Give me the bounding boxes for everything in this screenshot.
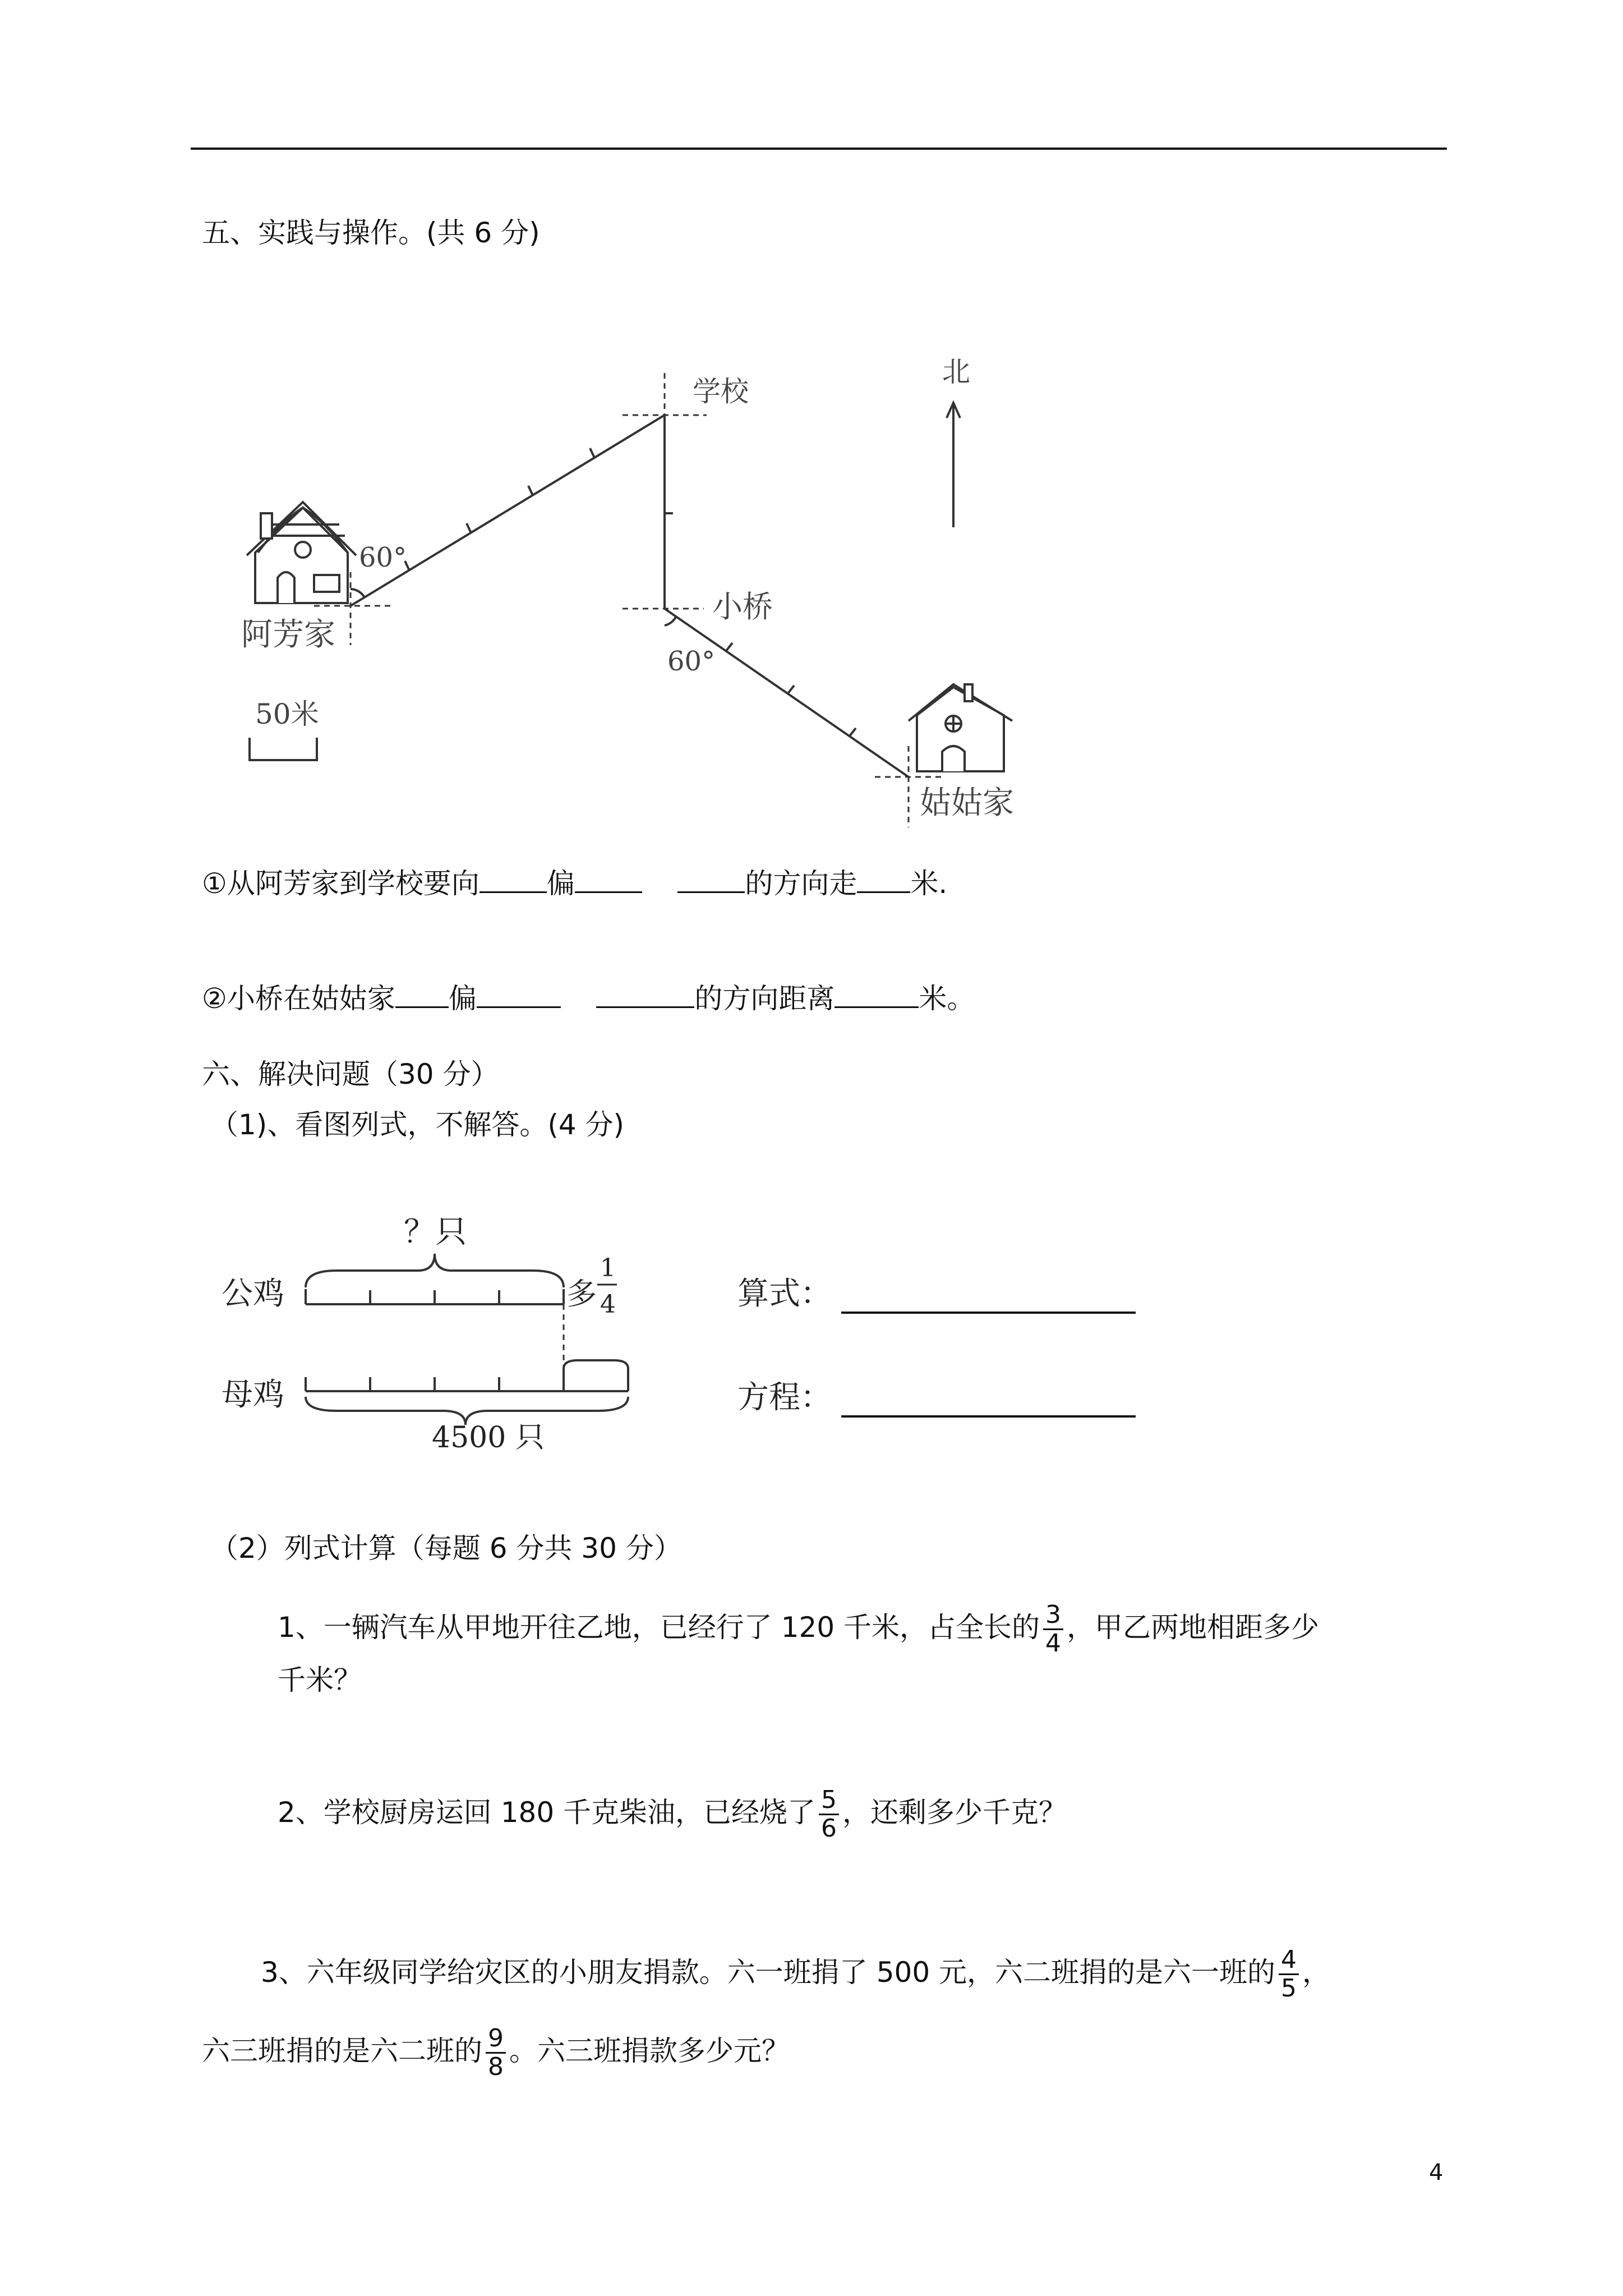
hen-label: 母鸡 — [222, 1377, 284, 1413]
page-number: 4 — [1429, 2160, 1444, 2185]
angle2-label: 60° — [667, 646, 716, 677]
total-label: 4500 只 — [432, 1421, 545, 1455]
bridge-label: 小桥 — [712, 589, 773, 624]
part1-title: （1)、看图列式，不解答。(4 分) — [210, 1108, 625, 1141]
afang-home-label: 阿芳家 — [241, 616, 335, 653]
formula-label: 算式： — [737, 1276, 832, 1312]
part2-title: （2）列式计算（每题 6 分共 30 分） — [210, 1532, 682, 1565]
fraction: $\frac{4}{5}$ — [1279, 1947, 1299, 2002]
fraction: $\frac{3}{4}$ — [1043, 1602, 1063, 1657]
angle1-label: 60° — [359, 542, 407, 573]
scale-label: 50米 — [255, 698, 319, 730]
problem-3: 3、六年级同学给灾区的小朋友捐款。六一班捐了 500 元，六二班捐的是六一班的 $\frac{4}{5}$ ， — [261, 1945, 1331, 2003]
section6-title: 六、解决问题（30 分） — [202, 1058, 499, 1091]
fraction: $\frac{5}{6}$ — [819, 1787, 839, 1842]
frac-den: 4 — [600, 1290, 616, 1319]
section5-title: 五、实践与操作。(共 6 分) — [202, 217, 540, 249]
section5-q2: ②小桥在姑姑家 偏 的方向距离 米。 — [202, 982, 975, 1015]
frac-num: 1 — [600, 1254, 616, 1282]
fraction: $\frac{9}{8}$ — [486, 2025, 506, 2081]
rooster-label: 公鸡 — [222, 1276, 284, 1312]
more-label: 多 — [566, 1276, 597, 1312]
problem-3-cont: 六三班捐的是六二班的 $\frac{9}{8}$ 。六三班捐款多少元？ — [202, 2024, 790, 2081]
north-label: 北 — [942, 356, 970, 388]
aunt-home-label: 姑姑家 — [920, 785, 1014, 821]
equation-label: 方程： — [737, 1379, 832, 1416]
question-mark-label: ？只 — [404, 1214, 467, 1250]
problem-2: 2、学校厨房运回 180 千克柴油，已经烧了 $\frac{5}{6}$ ，还剩多少千克？ — [278, 1786, 1067, 1843]
school-label: 学校 — [693, 375, 749, 408]
problem-1-cont: 千米？ — [278, 1664, 362, 1696]
section5-q1: ①从阿芳家到学校要向 偏 的方向走 米. — [202, 867, 948, 900]
problem-1: 1、一辆汽车从甲地开往乙地，已经行了 120 千米，占全长的 $\frac{3}{4}$ ，甲乙两地相距多少 — [278, 1600, 1320, 1658]
